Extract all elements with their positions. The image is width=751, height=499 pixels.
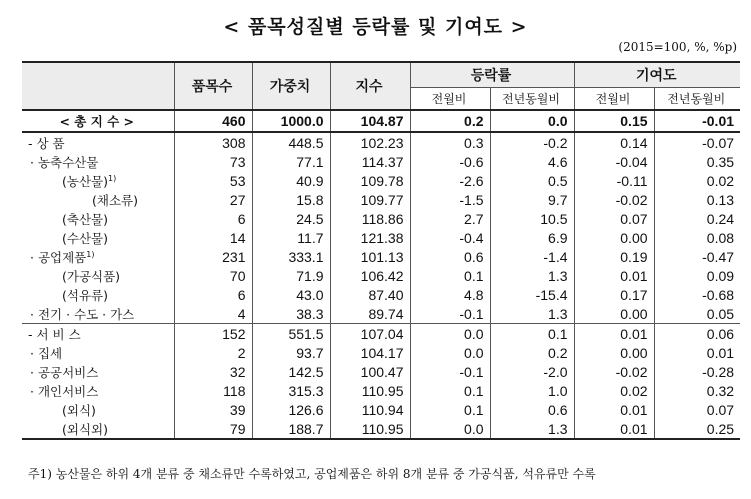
cell-con-mom: -0.04 (574, 152, 654, 171)
cell-index: 110.94 (330, 400, 410, 419)
table-row (22, 324, 740, 344)
cell-index: 118.86 (330, 209, 410, 228)
cell-index: 107.04 (330, 324, 410, 344)
cell-items: 79 (174, 419, 252, 439)
cell-weight: 142.5 (252, 362, 330, 381)
cell-index: 100.47 (330, 362, 410, 381)
table-row (22, 419, 740, 439)
cell-weight: 1000.0 (252, 110, 330, 132)
cell-con-yoy: 0.24 (654, 209, 740, 228)
cell-index: 101.13 (330, 247, 410, 266)
cell-index: 110.95 (330, 419, 410, 439)
cell-con-yoy: -0.28 (654, 362, 740, 381)
header-rate-mom: 전월비 (410, 87, 490, 110)
row-label (22, 171, 174, 190)
cell-con-yoy: 0.05 (654, 304, 740, 324)
cell-con-yoy: 0.02 (654, 171, 740, 190)
cell-index: 109.77 (330, 190, 410, 209)
cell-rate-yoy: 9.7 (490, 190, 574, 209)
cell-rate-mom: 0.0 (410, 324, 490, 344)
cell-rate-mom: 0.0 (410, 419, 490, 439)
table-row (22, 343, 740, 362)
unit-note: (2015=100, %, %p) (618, 40, 737, 54)
row-label (22, 110, 174, 132)
cell-con-mom: 0.01 (574, 324, 654, 344)
cell-con-mom: -0.02 (574, 190, 654, 209)
row-label-text: - 상 품 (28, 135, 65, 151)
row-label-text: (수산물) (62, 230, 108, 246)
cell-con-mom: 0.01 (574, 266, 654, 285)
table-row (22, 171, 740, 190)
cell-items: 118 (174, 381, 252, 400)
cell-index: 121.38 (330, 228, 410, 247)
cell-con-mom: 0.00 (574, 304, 654, 324)
cell-rate-yoy: 0.6 (490, 400, 574, 419)
row-label (22, 266, 174, 285)
table-row (22, 247, 740, 266)
header-row-1 (22, 62, 740, 87)
row-label-text: (가공식품) (62, 268, 121, 284)
cell-rate-yoy: 0.2 (490, 343, 574, 362)
cell-weight: 43.0 (252, 285, 330, 304)
cell-rate-mom: -0.1 (410, 304, 490, 324)
cell-rate-yoy: -1.4 (490, 247, 574, 266)
cell-index: 109.78 (330, 171, 410, 190)
footnote: 주1) 농산물은 하위 4개 분류 중 채소류만 수록하였고, 공업제품은 하위 8개 분류 중 가공식품, 석유류만 수록 (28, 467, 596, 481)
row-label-text: · 전기 · 수도 · 가스 (30, 306, 135, 322)
row-label-text: - 서 비 스 (28, 326, 81, 342)
table-row (22, 400, 740, 419)
cell-rate-yoy: -0.2 (490, 132, 574, 152)
cell-weight: 333.1 (252, 247, 330, 266)
cell-rate-yoy: 6.9 (490, 228, 574, 247)
cell-rate-yoy: 1.3 (490, 419, 574, 439)
cell-items: 53 (174, 171, 252, 190)
cell-rate-mom: -0.4 (410, 228, 490, 247)
cell-con-yoy: 0.09 (654, 266, 740, 285)
cell-items: 6 (174, 209, 252, 228)
cell-items: 73 (174, 152, 252, 171)
cell-index: 114.37 (330, 152, 410, 171)
cell-weight: 71.9 (252, 266, 330, 285)
table-row (22, 110, 740, 132)
cell-rate-yoy: 1.0 (490, 381, 574, 400)
table-row (22, 266, 740, 285)
cell-con-yoy: 0.35 (654, 152, 740, 171)
cell-items: 6 (174, 285, 252, 304)
cell-items: 32 (174, 362, 252, 381)
cell-con-yoy: 0.32 (654, 381, 740, 400)
row-label (22, 381, 174, 400)
cell-con-mom: 0.14 (574, 132, 654, 152)
cell-items: 231 (174, 247, 252, 266)
price-table (22, 61, 740, 440)
row-label (22, 343, 174, 362)
cell-rate-mom: -1.5 (410, 190, 490, 209)
header-contrib-mom: 전월비 (574, 87, 654, 110)
cell-con-mom: 0.00 (574, 228, 654, 247)
cell-index: 104.87 (330, 110, 410, 132)
cell-rate-mom: 0.6 (410, 247, 490, 266)
cell-rate-mom: -0.1 (410, 362, 490, 381)
cell-con-yoy: 0.08 (654, 228, 740, 247)
cell-rate-yoy: 4.6 (490, 152, 574, 171)
row-label-text: (채소류) (92, 192, 138, 208)
cell-con-mom: 0.02 (574, 381, 654, 400)
header-items: 품목수 (174, 62, 252, 110)
cell-items: 4 (174, 304, 252, 324)
header-weight: 가중치 (252, 62, 330, 110)
cell-items: 39 (174, 400, 252, 419)
footnote-marker: 1) (107, 173, 117, 183)
table-row (22, 132, 740, 152)
cell-con-yoy: -0.47 (654, 247, 740, 266)
cell-index: 106.42 (330, 266, 410, 285)
row-label-text: < 총 지 수 > (59, 114, 135, 129)
cell-rate-mom: 0.2 (410, 110, 490, 132)
cell-items: 70 (174, 266, 252, 285)
cell-index: 89.74 (330, 304, 410, 324)
cell-rate-mom: 0.1 (410, 381, 490, 400)
cell-rate-mom: 0.1 (410, 400, 490, 419)
cell-con-yoy: 0.07 (654, 400, 740, 419)
cell-weight: 15.8 (252, 190, 330, 209)
cell-rate-mom: 0.0 (410, 343, 490, 362)
cell-weight: 93.7 (252, 343, 330, 362)
cell-con-yoy: 0.13 (654, 190, 740, 209)
row-label (22, 324, 174, 344)
cell-weight: 40.9 (252, 171, 330, 190)
cell-items: 2 (174, 343, 252, 362)
page-title: < 품목성질별 등락률 및 기여도 > (223, 16, 528, 38)
cell-rate-yoy: -15.4 (490, 285, 574, 304)
row-label (22, 190, 174, 209)
cell-weight: 315.3 (252, 381, 330, 400)
cell-rate-yoy: 0.5 (490, 171, 574, 190)
cell-rate-yoy: 10.5 (490, 209, 574, 228)
row-label-text: · 공업제품 (30, 249, 87, 265)
row-label (22, 228, 174, 247)
cell-con-mom: -0.11 (574, 171, 654, 190)
row-label-text: · 개인서비스 (30, 383, 99, 399)
header-rate: 등락률 (410, 62, 574, 87)
row-label-text: (외식) (62, 402, 96, 418)
cell-weight: 38.3 (252, 304, 330, 324)
table-body (22, 110, 740, 439)
cell-con-mom: 0.01 (574, 419, 654, 439)
cell-items: 152 (174, 324, 252, 344)
table-row (22, 362, 740, 381)
table-row (22, 209, 740, 228)
cell-con-yoy: 0.06 (654, 324, 740, 344)
header-rate-yoy: 전년동월비 (490, 87, 574, 110)
cell-weight: 551.5 (252, 324, 330, 344)
cell-rate-yoy: 1.3 (490, 304, 574, 324)
cell-items: 460 (174, 110, 252, 132)
cell-con-yoy: -0.01 (654, 110, 740, 132)
cell-rate-mom: 4.8 (410, 285, 490, 304)
cell-con-mom: 0.01 (574, 400, 654, 419)
cell-rate-mom: -0.6 (410, 152, 490, 171)
row-label (22, 152, 174, 171)
row-label (22, 132, 174, 152)
header-contrib: 기여도 (574, 62, 740, 87)
row-label-text: · 공공서비스 (30, 364, 99, 380)
table-row (22, 152, 740, 171)
table-row (22, 304, 740, 324)
cell-rate-yoy: 1.3 (490, 266, 574, 285)
cell-con-yoy: 0.25 (654, 419, 740, 439)
row-label-text: (석유류) (62, 287, 108, 303)
cell-con-yoy: -0.07 (654, 132, 740, 152)
row-label-text: · 농축수산물 (30, 154, 99, 170)
row-label-text: (축산물) (62, 211, 108, 227)
row-label-text: (외식외) (62, 421, 108, 437)
cell-con-mom: 0.19 (574, 247, 654, 266)
cell-con-yoy: -0.68 (654, 285, 740, 304)
cell-con-mom: 0.17 (574, 285, 654, 304)
cell-con-mom: 0.00 (574, 343, 654, 362)
cell-rate-mom: 0.3 (410, 132, 490, 152)
table-row (22, 190, 740, 209)
header-corner (22, 62, 174, 110)
cell-weight: 11.7 (252, 228, 330, 247)
cell-rate-yoy: 0.1 (490, 324, 574, 344)
row-label (22, 400, 174, 419)
cell-weight: 448.5 (252, 132, 330, 152)
cell-weight: 77.1 (252, 152, 330, 171)
cell-rate-yoy: 0.0 (490, 110, 574, 132)
cell-items: 308 (174, 132, 252, 152)
header-contrib-yoy: 전년동월비 (654, 87, 740, 110)
row-label (22, 362, 174, 381)
row-label (22, 419, 174, 439)
row-label-text: (농산물) (62, 173, 108, 189)
cell-items: 14 (174, 228, 252, 247)
cell-con-mom: 0.15 (574, 110, 654, 132)
cell-rate-yoy: -2.0 (490, 362, 574, 381)
table-row (22, 228, 740, 247)
table-row (22, 381, 740, 400)
table-row (22, 285, 740, 304)
cell-index: 110.95 (330, 381, 410, 400)
footnote-marker: 1) (86, 249, 95, 259)
cell-rate-mom: 0.1 (410, 266, 490, 285)
header-index: 지수 (330, 62, 410, 110)
cell-index: 87.40 (330, 285, 410, 304)
cell-weight: 126.6 (252, 400, 330, 419)
row-label-text: · 집세 (30, 345, 63, 361)
cell-index: 102.23 (330, 132, 410, 152)
row-label (22, 209, 174, 228)
cell-items: 27 (174, 190, 252, 209)
cell-rate-mom: 2.7 (410, 209, 490, 228)
cell-con-mom: -0.02 (574, 362, 654, 381)
cell-con-yoy: 0.01 (654, 343, 740, 362)
row-label (22, 304, 174, 324)
cell-weight: 24.5 (252, 209, 330, 228)
cell-rate-mom: -2.6 (410, 171, 490, 190)
cell-con-mom: 0.07 (574, 209, 654, 228)
row-label (22, 247, 174, 266)
row-label (22, 285, 174, 304)
cell-index: 104.17 (330, 343, 410, 362)
cell-weight: 188.7 (252, 419, 330, 439)
